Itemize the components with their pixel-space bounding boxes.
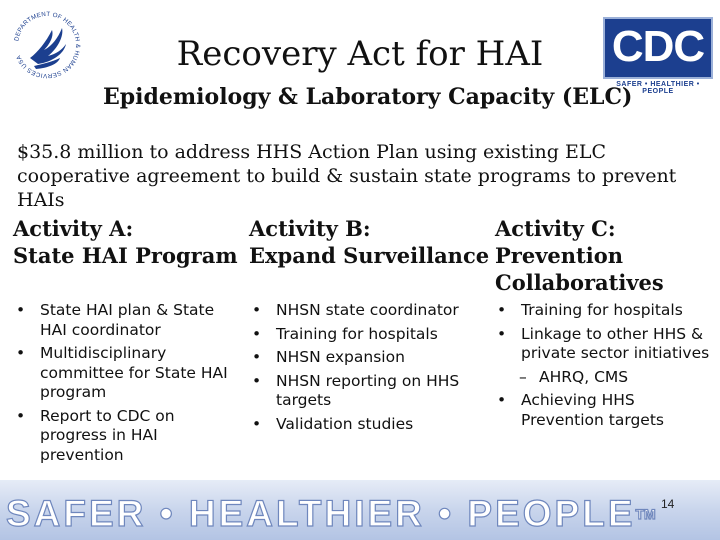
list-item: [495, 301, 715, 321]
bullet-icon: •: [497, 301, 507, 319]
activity-b-title: Activity B:: [249, 216, 371, 241]
footer-banner: [0, 480, 720, 540]
bullet-icon: •: [16, 406, 26, 425]
activity-b-list: [250, 301, 475, 438]
list-item-text: Training for hospitals: [521, 301, 683, 319]
hhs-seal-text: DEPARTMENT OF HEALTH & HUMAN SERVICES USA: [13, 10, 82, 80]
bullet-icon: •: [16, 301, 26, 319]
bullet-icon: •: [252, 301, 262, 319]
bullet-icon: •: [252, 348, 262, 366]
trademark-mark: TM: [635, 506, 656, 522]
list-item: [250, 372, 475, 411]
list-item-text: NHSN reporting on HHS targets: [276, 371, 460, 409]
list-item: [495, 391, 715, 430]
bullet-icon: •: [252, 414, 262, 433]
cdc-logo-text: CDC: [611, 22, 705, 71]
slide-subtitle: Epidemiology & Laboratory Capacity (ELC): [103, 84, 633, 110]
list-item: [250, 325, 475, 345]
activity-c-list: [495, 301, 715, 434]
list-item-text: Linkage to other HHS & private sector initiatives: [521, 324, 710, 362]
list-item-text: NHSN state coordinator: [276, 301, 459, 319]
activity-c-subtitle: Prevention: [495, 243, 623, 268]
bullet-icon: •: [252, 371, 262, 390]
list-subitem: [495, 368, 715, 388]
activity-a-subtitle: State HAI Program: [13, 243, 238, 268]
activity-a-list: [14, 301, 234, 469]
activity-c-heading: [495, 215, 664, 296]
list-item: [250, 415, 475, 435]
slide-title: Recovery Act for HAI: [176, 34, 544, 74]
activity-b-subtitle: Expand Surveillance: [249, 243, 490, 268]
cdc-logo-tagline: SAFER • HEALTHIER • PEOPLE: [616, 81, 700, 95]
list-item-text: NHSN expansion: [276, 348, 405, 366]
bullet-icon: •: [252, 324, 262, 343]
bullet-icon: •: [497, 324, 507, 343]
list-item: [250, 301, 475, 321]
list-item: [250, 348, 475, 368]
activity-b-heading: [249, 215, 489, 269]
activity-c-subtitle-2: Collaboratives: [495, 270, 664, 295]
activity-a-heading: [13, 215, 238, 269]
list-item-text: Validation studies: [276, 414, 414, 433]
activity-a-title: Activity A:: [13, 216, 134, 241]
footer-banner-text: [6, 492, 720, 536]
list-item: [495, 325, 715, 364]
funding-intro: $35.8 million to address HHS Action Plan using existing ELC cooperative agreement to build & sustain state programs to prevent HAIs: [17, 141, 677, 211]
list-item-text: Multidisciplinary committee for State HAI program: [40, 344, 228, 401]
dash-bullet-icon: –: [519, 367, 527, 386]
activity-c-title: Activity C:: [495, 216, 616, 241]
bullet-icon: •: [16, 344, 26, 362]
page-number: 14: [661, 497, 675, 511]
footer-slogan: SAFER • HEALTHIER • PEOPLE: [6, 493, 636, 534]
list-item-text: State HAI plan & State HAI coordinator: [40, 301, 215, 339]
list-item: [14, 344, 234, 403]
list-item: [14, 407, 234, 466]
list-item-text: AHRQ, CMS: [539, 367, 629, 386]
list-item: [14, 301, 234, 340]
list-item-text: Achieving HHS Prevention targets: [521, 391, 664, 429]
bullet-icon: •: [497, 391, 507, 409]
list-item-text: Report to CDC on progress in HAI prevention: [40, 406, 175, 464]
list-item-text: Training for hospitals: [276, 324, 438, 343]
